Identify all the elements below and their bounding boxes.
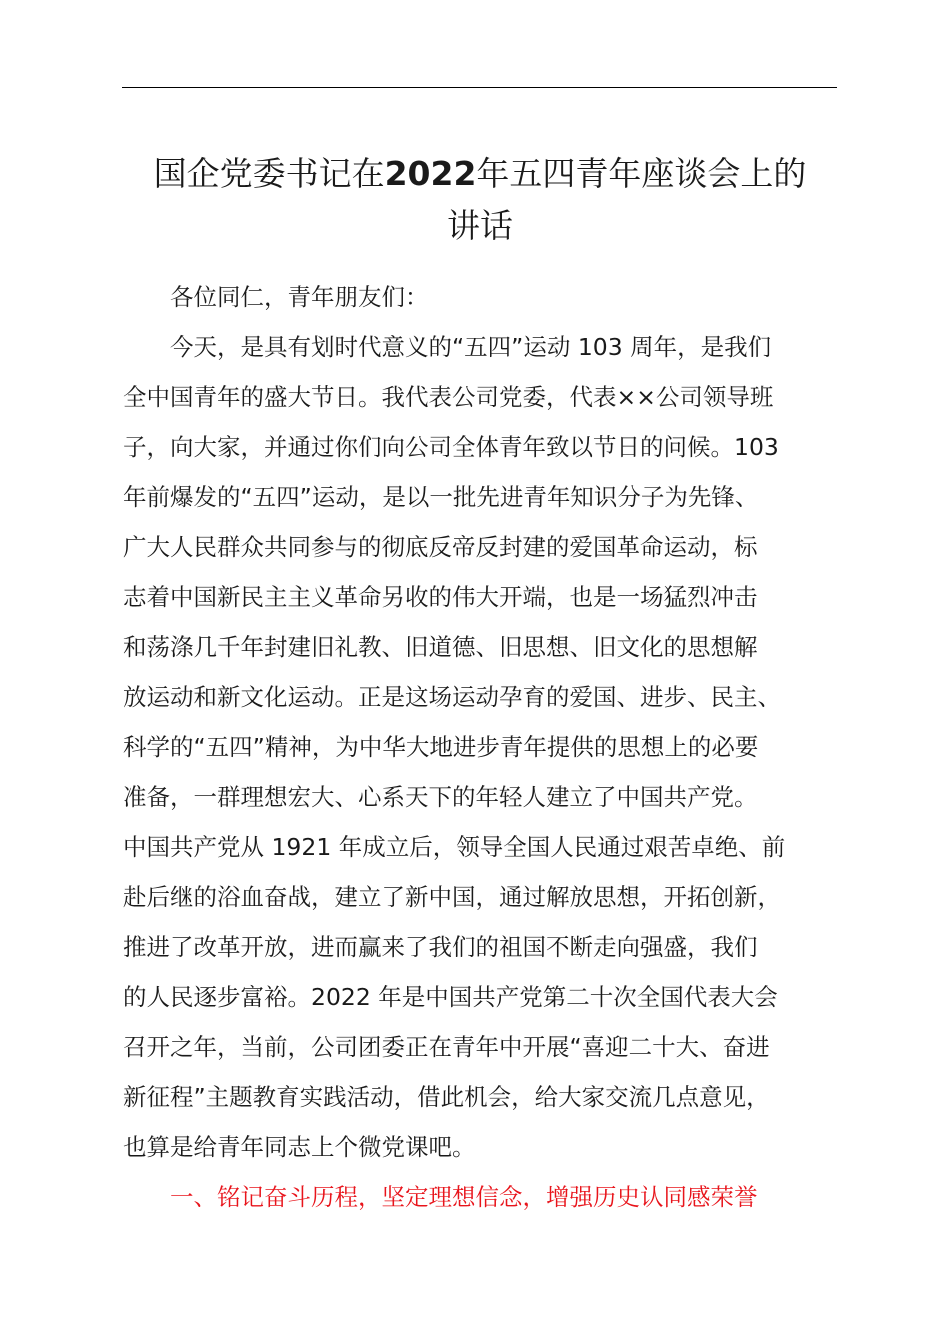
title-prefix: 国企党委书记在 bbox=[153, 154, 385, 193]
paragraph-1 bbox=[123, 322, 838, 1172]
paragraph-line: 推进了改革开放，进而赢来了我们的祖国不断走向强盛，我们 bbox=[123, 933, 758, 961]
paragraph-line: 新征程”主题教育实践活动，借此机会，给大家交流几点意见， bbox=[123, 1083, 770, 1111]
paragraph-line: 全中国青年的盛大节日。我代表公司党委，代表××公司领导班 bbox=[123, 383, 774, 411]
paragraph-line: 今天，是具有划时代意义的“五四”运动 103 周年，是我们 bbox=[170, 333, 772, 361]
section-1-heading: 一、铭记奋斗历程，坚定理想信念，增强历史认同感荣誉 bbox=[170, 1183, 758, 1211]
salutation: 各位同仁，青年朋友们： bbox=[170, 283, 429, 311]
document-title bbox=[100, 148, 860, 252]
paragraph-line: 的人民逐步富裕。2022 年是中国共产党第二十次全国代表大会 bbox=[123, 983, 778, 1011]
paragraph-line: 和荡涤几千年封建旧礼教、旧道德、旧思想、旧文化的思想解 bbox=[123, 633, 758, 661]
paragraph-line: 中国共产党从 1921 年成立后，领导全国人民通过艰苦卓绝、前 bbox=[123, 833, 786, 861]
paragraph-line: 志着中国新民主主义革命另收的伟大开端，也是一场猛烈冲击 bbox=[123, 583, 758, 611]
paragraph-line: 年前爆发的“五四”运动，是以一批先进青年知识分子为先锋、 bbox=[123, 483, 759, 511]
paragraph-line: 放运动和新文化运动。正是这场运动孕育的爱国、进步、民主、 bbox=[123, 683, 781, 711]
paragraph-line: 准备，一群理想宏大、心系天下的年轻人建立了中国共产党。 bbox=[123, 783, 758, 811]
paragraph-line: 广大人民群众共同参与的彻底反帝反封建的爱国革命运动，标 bbox=[123, 533, 758, 561]
paragraph-line: 科学的“五四”精神，为中华大地进步青年提供的思想上的必要 bbox=[123, 733, 759, 761]
paragraph-line: 召开之年，当前，公司团委正在青年中开展“喜迎二十大、奋进 bbox=[123, 1033, 770, 1061]
paragraph-line: 也算是给青年同志上个微党课吧。 bbox=[123, 1133, 476, 1161]
title-suffix: 年五四青年座谈会上的 bbox=[476, 154, 807, 193]
paragraph-line: 子，向大家，并通过你们向公司全体青年致以节日的问候。103 bbox=[123, 433, 779, 461]
document-body bbox=[123, 272, 838, 1222]
header-rule bbox=[122, 87, 837, 88]
title-line-2: 讲话 bbox=[447, 206, 513, 245]
paragraph-line: 赴后继的浴血奋战，建立了新中国，通过解放思想，开拓创新， bbox=[123, 883, 781, 911]
title-year: 2022 bbox=[384, 154, 477, 193]
